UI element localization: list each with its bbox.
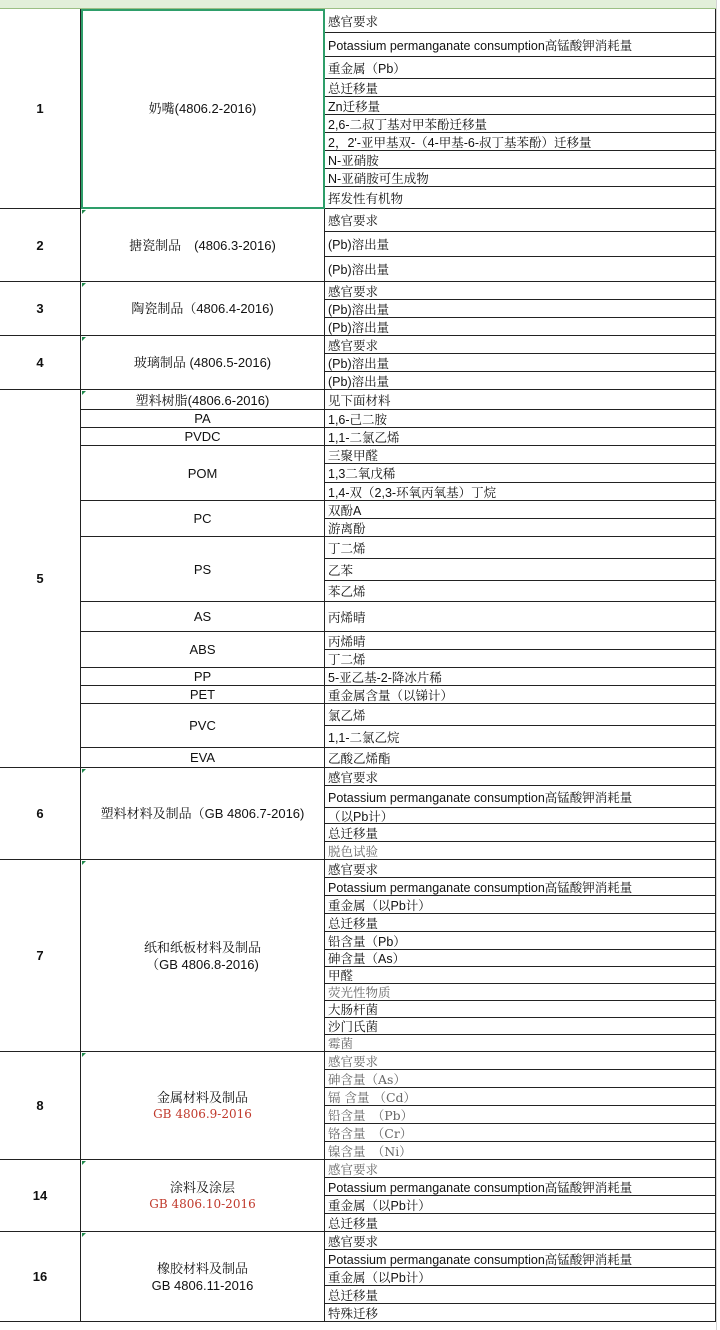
test-item-cell[interactable]: [325, 1106, 716, 1124]
test-item-cell[interactable]: [325, 860, 716, 878]
material-subgroup-cell[interactable]: [81, 410, 325, 428]
test-item-label: 重金属（以Pb计）: [328, 1270, 431, 1285]
test-item-cell[interactable]: [325, 483, 716, 501]
test-item-label: N-亚硝胺: [328, 153, 379, 168]
test-item-cell[interactable]: [325, 390, 716, 410]
test-item-cell[interactable]: [325, 33, 716, 57]
test-item-cell[interactable]: [325, 446, 716, 464]
material-subgroup-cell[interactable]: [81, 704, 325, 748]
test-item-label: (Pb)溶出量: [328, 238, 390, 252]
group-number-cell[interactable]: [0, 390, 81, 768]
group-number-cell[interactable]: [0, 9, 81, 209]
test-item-cell[interactable]: [325, 354, 716, 372]
test-item-cell[interactable]: [325, 97, 716, 115]
cell-comment-indicator: [82, 337, 86, 341]
test-item-cell[interactable]: [325, 209, 716, 232]
test-item-cell[interactable]: [325, 318, 716, 336]
test-item-label: Potassium permanganate consumption高锰酸钾消耗量: [328, 880, 633, 895]
cell-comment-indicator: [82, 1233, 86, 1237]
material-name-cell[interactable]: [81, 282, 325, 336]
test-item-label: 感官要求: [328, 214, 379, 228]
test-item-cell[interactable]: [325, 1142, 716, 1160]
material-standard-label: 奶嘴(4806.2-2016): [148, 101, 257, 116]
test-item-label: 砷含量（As）: [328, 952, 406, 966]
material-subgroup-cell[interactable]: [81, 668, 325, 686]
group-number-cell[interactable]: [0, 282, 81, 336]
next-column-edge[interactable]: [716, 0, 720, 1330]
test-item-label: 总迁移量: [328, 81, 379, 96]
test-item-label: 1,3二氧戊稀: [328, 467, 396, 481]
material-name: 塑料树脂(4806.6-2016): [135, 393, 270, 408]
group-number: 7: [36, 948, 44, 963]
test-item-label: 总迁移量: [328, 1288, 379, 1303]
test-item-label: 感官要求: [328, 1234, 379, 1249]
test-item-label: 丙烯晴: [328, 634, 366, 649]
material-name: PVDC: [184, 429, 221, 444]
test-item-label: 沙门氏菌: [328, 1020, 379, 1034]
material-name: PVC: [189, 718, 216, 733]
test-item-label: 砷含量（As）: [328, 1071, 406, 1087]
test-item-label: 双酚A: [328, 503, 362, 518]
test-item-cell[interactable]: [325, 748, 716, 768]
group-number-cell[interactable]: [0, 1160, 81, 1232]
group-number: 4: [36, 355, 44, 370]
material-subgroup-cell[interactable]: [81, 428, 325, 446]
test-item-label: 重金属含量（以锑计）: [328, 688, 454, 703]
material-name: EVA: [189, 750, 216, 765]
test-item-label: 丁二烯: [328, 541, 366, 556]
material-name-cell[interactable]: [81, 768, 325, 860]
cell-comment-indicator: [82, 1053, 86, 1057]
test-item-cell[interactable]: [325, 133, 716, 151]
test-item-cell[interactable]: [325, 372, 716, 390]
test-item-label: (Pb)溶出量: [328, 302, 390, 317]
test-item-cell[interactable]: [325, 501, 716, 519]
test-item-cell[interactable]: [325, 1088, 716, 1106]
test-item-cell[interactable]: [325, 896, 716, 914]
material-name: PP: [193, 669, 212, 684]
test-item-cell[interactable]: [325, 300, 716, 318]
test-item-cell[interactable]: [325, 115, 716, 133]
material-name: ABS: [189, 642, 216, 657]
test-item-label: Potassium permanganate consumption高锰酸钾消耗量: [328, 1252, 633, 1267]
material-subgroup-cell[interactable]: [81, 537, 325, 602]
test-item-cell[interactable]: [325, 1196, 716, 1214]
test-item-cell[interactable]: [325, 650, 716, 668]
test-item-label: 脱色试验: [328, 843, 379, 859]
test-item-cell[interactable]: [325, 914, 716, 932]
material-name-cell[interactable]: [81, 1160, 325, 1232]
material-name: PC: [193, 511, 212, 526]
header-row[interactable]: [81, 0, 325, 9]
test-item-label: 总迁移量: [328, 1216, 379, 1231]
test-item-cell[interactable]: [325, 9, 716, 33]
cell-comment-indicator: [82, 861, 86, 865]
test-item-cell[interactable]: [325, 967, 716, 984]
material-name: PS: [193, 561, 212, 577]
cell-comment-indicator: [82, 283, 86, 287]
material-standard-label: 玻璃制品 (4806.5-2016): [133, 355, 272, 370]
test-item-label: 1,4-双（2,3-环氧丙氧基）丁烷: [328, 485, 497, 500]
test-item-cell[interactable]: [325, 824, 716, 842]
test-item-cell[interactable]: [325, 464, 716, 483]
test-item-cell[interactable]: [325, 151, 716, 169]
test-item-label: 2，2'-亚甲基双-（4-甲基-6-叔丁基苯酚）迁移量: [328, 135, 592, 150]
test-item-label: 感官要求: [328, 14, 379, 29]
test-item-label: 1,1-二氯乙烷: [328, 730, 400, 745]
material-subgroup-cell[interactable]: [81, 602, 325, 632]
test-item-cell[interactable]: [325, 232, 716, 257]
material-standard-label: 纸和纸板材料及制品: [143, 939, 261, 955]
test-item-label: 感官要求: [328, 338, 379, 353]
group-number-cell[interactable]: [0, 336, 81, 390]
test-item-cell[interactable]: [325, 1250, 716, 1268]
test-item-cell[interactable]: [325, 808, 716, 824]
test-item-cell[interactable]: [325, 1286, 716, 1304]
material-standard-label: （GB 4806.8-2016): [146, 956, 259, 972]
test-item-label: 见下面材料: [328, 393, 391, 408]
header-row[interactable]: [325, 0, 716, 9]
test-item-cell[interactable]: [325, 1214, 716, 1232]
group-number-cell[interactable]: [0, 860, 81, 1052]
test-item-cell[interactable]: [325, 1232, 716, 1250]
test-item-label: Potassium permanganate consumption高锰酸钾消耗量: [328, 1180, 633, 1195]
test-item-cell[interactable]: [325, 1160, 716, 1178]
material-standard-label: 陶瓷制品（4806.4-2016): [131, 301, 274, 316]
material-standard-label: GB 4806.9-2016: [153, 1106, 252, 1121]
material-subgroup-cell[interactable]: [81, 748, 325, 768]
material-standard-label: GB 4806.10-2016: [149, 1196, 256, 1211]
test-item-label: Potassium permanganate consumption高锰酸钾消耗量: [328, 38, 633, 53]
test-item-cell[interactable]: [325, 1018, 716, 1035]
test-item-label: 感官要求: [328, 1053, 379, 1069]
material-subgroup-cell[interactable]: [81, 390, 325, 410]
test-item-label: N-亚硝胺可生成物: [328, 171, 429, 186]
test-item-cell[interactable]: [325, 428, 716, 446]
test-item-cell[interactable]: [325, 950, 716, 967]
test-item-cell[interactable]: [325, 668, 716, 686]
test-item-label: 5-亚乙基-2-降冰片稀: [328, 670, 442, 685]
material-subgroup-cell[interactable]: [81, 501, 325, 537]
test-item-cell[interactable]: [325, 1070, 716, 1088]
material-standard-label: GB 4806.11-2016: [151, 1277, 254, 1293]
test-item-label: Zn迁移量: [328, 99, 381, 114]
test-item-label: Potassium permanganate consumption高锰酸钾消耗量: [328, 790, 633, 805]
test-item-label: 荧光性物质: [328, 985, 391, 1000]
test-item-label: 感官要求: [328, 862, 379, 877]
test-item-cell[interactable]: [325, 878, 716, 896]
group-number: 8: [36, 1098, 44, 1113]
test-item-cell[interactable]: [325, 686, 716, 704]
material-name-cell[interactable]: [81, 1232, 325, 1322]
test-item-label: 镉 含量 （Cd）: [328, 1089, 417, 1105]
test-item-label: 铅含量 （Pb）: [328, 1107, 414, 1123]
cell-comment-indicator: [82, 769, 86, 773]
test-item-cell[interactable]: [325, 632, 716, 650]
group-number-cell[interactable]: [0, 768, 81, 860]
test-item-label: (Pb)溶出量: [328, 263, 390, 277]
group-number: 1: [36, 101, 44, 116]
material-name: POM: [187, 465, 218, 481]
test-item-label: 甲醛: [328, 969, 354, 983]
test-item-cell[interactable]: [325, 257, 716, 282]
material-name-cell[interactable]: [81, 336, 325, 390]
cell-comment-indicator: [82, 391, 86, 395]
test-item-cell[interactable]: [325, 519, 716, 537]
test-item-label: 丙烯晴: [328, 610, 366, 625]
test-item-label: 1,6-己二胺: [328, 412, 388, 427]
test-item-label: 总迁移量: [328, 826, 379, 841]
test-item-label: 1,1-二氯乙烯: [328, 430, 400, 445]
test-item-label: 游离酚: [328, 521, 366, 536]
test-item-cell[interactable]: [325, 57, 716, 79]
test-item-label: 总迁移量: [328, 916, 379, 931]
test-item-label: 镍含量 （Ni）: [328, 1143, 412, 1159]
test-item-label: 特殊迁移: [328, 1306, 379, 1321]
test-item-label: 大肠杆菌: [328, 1003, 379, 1017]
test-item-label: 霉菌: [328, 1036, 354, 1051]
test-item-label: 2,6-二叔丁基对甲苯酚迁移量: [328, 117, 488, 132]
test-item-cell[interactable]: [325, 336, 716, 354]
test-item-label: 苯乙烯: [328, 585, 366, 599]
material-name-cell[interactable]: [81, 860, 325, 1052]
material-name-cell[interactable]: [81, 1052, 325, 1160]
test-item-cell[interactable]: [325, 768, 716, 786]
test-item-cell[interactable]: [325, 410, 716, 428]
material-standard-label: 塑料材料及制品（GB 4806.7-2016): [100, 806, 305, 821]
test-item-cell[interactable]: [325, 1001, 716, 1018]
group-number: 5: [36, 571, 44, 586]
material-subgroup-cell[interactable]: [81, 632, 325, 668]
cell-comment-indicator: [82, 210, 86, 214]
test-item-label: 乙酸乙烯酯: [328, 751, 391, 766]
test-item-label: 氯乙烯: [328, 708, 366, 723]
test-item-cell[interactable]: [325, 842, 716, 860]
test-item-label: (Pb)溶出量: [328, 356, 390, 371]
test-item-cell[interactable]: [325, 1178, 716, 1196]
group-number: 6: [36, 806, 44, 821]
material-subgroup-cell[interactable]: [81, 446, 325, 501]
test-item-cell[interactable]: [325, 704, 716, 726]
material-name-cell[interactable]: [81, 209, 325, 282]
test-item-cell[interactable]: [325, 187, 716, 209]
test-item-cell[interactable]: [325, 282, 716, 300]
test-item-cell[interactable]: [325, 786, 716, 808]
test-item-label: 感官要求: [328, 284, 379, 299]
material-standard-label: 橡胶材料及制品: [156, 1260, 248, 1276]
material-name: AS: [193, 609, 212, 624]
test-item-cell[interactable]: [325, 1124, 716, 1142]
test-item-label: (Pb)溶出量: [328, 320, 390, 335]
test-item-label: 铬含量 （Cr）: [328, 1125, 413, 1141]
group-number: 16: [32, 1269, 48, 1284]
group-number-cell[interactable]: [0, 1052, 81, 1160]
test-item-cell[interactable]: [325, 1268, 716, 1286]
material-subgroup-cell[interactable]: [81, 686, 325, 704]
cell-comment-indicator: [82, 1161, 86, 1165]
test-item-label: 铅含量（Pb）: [328, 934, 406, 949]
test-item-label: 感官要求: [328, 1161, 379, 1177]
test-item-cell[interactable]: [325, 932, 716, 950]
group-number: 3: [36, 301, 44, 316]
test-item-cell[interactable]: [325, 602, 716, 632]
test-item-cell[interactable]: [325, 79, 716, 97]
test-item-cell[interactable]: [325, 1304, 716, 1322]
test-item-cell[interactable]: [325, 537, 716, 559]
material-name: PET: [189, 687, 216, 702]
material-standard-label: 金属材料及制品: [156, 1089, 248, 1105]
header-row[interactable]: [0, 0, 81, 9]
material-standard-label: 涂料及涂层: [169, 1179, 235, 1195]
material-name-cell[interactable]: [81, 9, 325, 209]
test-item-cell[interactable]: [325, 984, 716, 1001]
test-item-label: 重金属（以Pb计）: [328, 1198, 431, 1213]
material-standard-label: 搪瓷制品 (4806.3-2016): [129, 237, 276, 253]
test-item-cell[interactable]: [325, 1035, 716, 1052]
group-number: 14: [32, 1188, 48, 1203]
test-item-cell[interactable]: [325, 581, 716, 602]
test-item-cell[interactable]: [325, 559, 716, 581]
test-item-label: (Pb)溶出量: [328, 374, 390, 389]
group-number: 2: [36, 237, 44, 253]
test-item-cell[interactable]: [325, 169, 716, 187]
test-item-label: （以Pb计）: [328, 809, 394, 824]
test-item-cell[interactable]: [325, 726, 716, 748]
material-name: PA: [194, 411, 211, 426]
test-item-label: 挥发性有机物: [328, 191, 404, 206]
test-item-label: 重金属（以Pb计）: [328, 898, 431, 913]
test-item-label: 重金属（Pb）: [328, 61, 406, 76]
test-item-label: 乙苯: [328, 563, 354, 578]
test-item-label: 感官要求: [328, 770, 379, 785]
test-item-label: 丁二烯: [328, 652, 366, 667]
group-number-cell[interactable]: [0, 209, 81, 282]
group-number-cell[interactable]: [0, 1232, 81, 1322]
test-item-label: 三聚甲醛: [328, 448, 379, 463]
test-item-cell[interactable]: [325, 1052, 716, 1070]
